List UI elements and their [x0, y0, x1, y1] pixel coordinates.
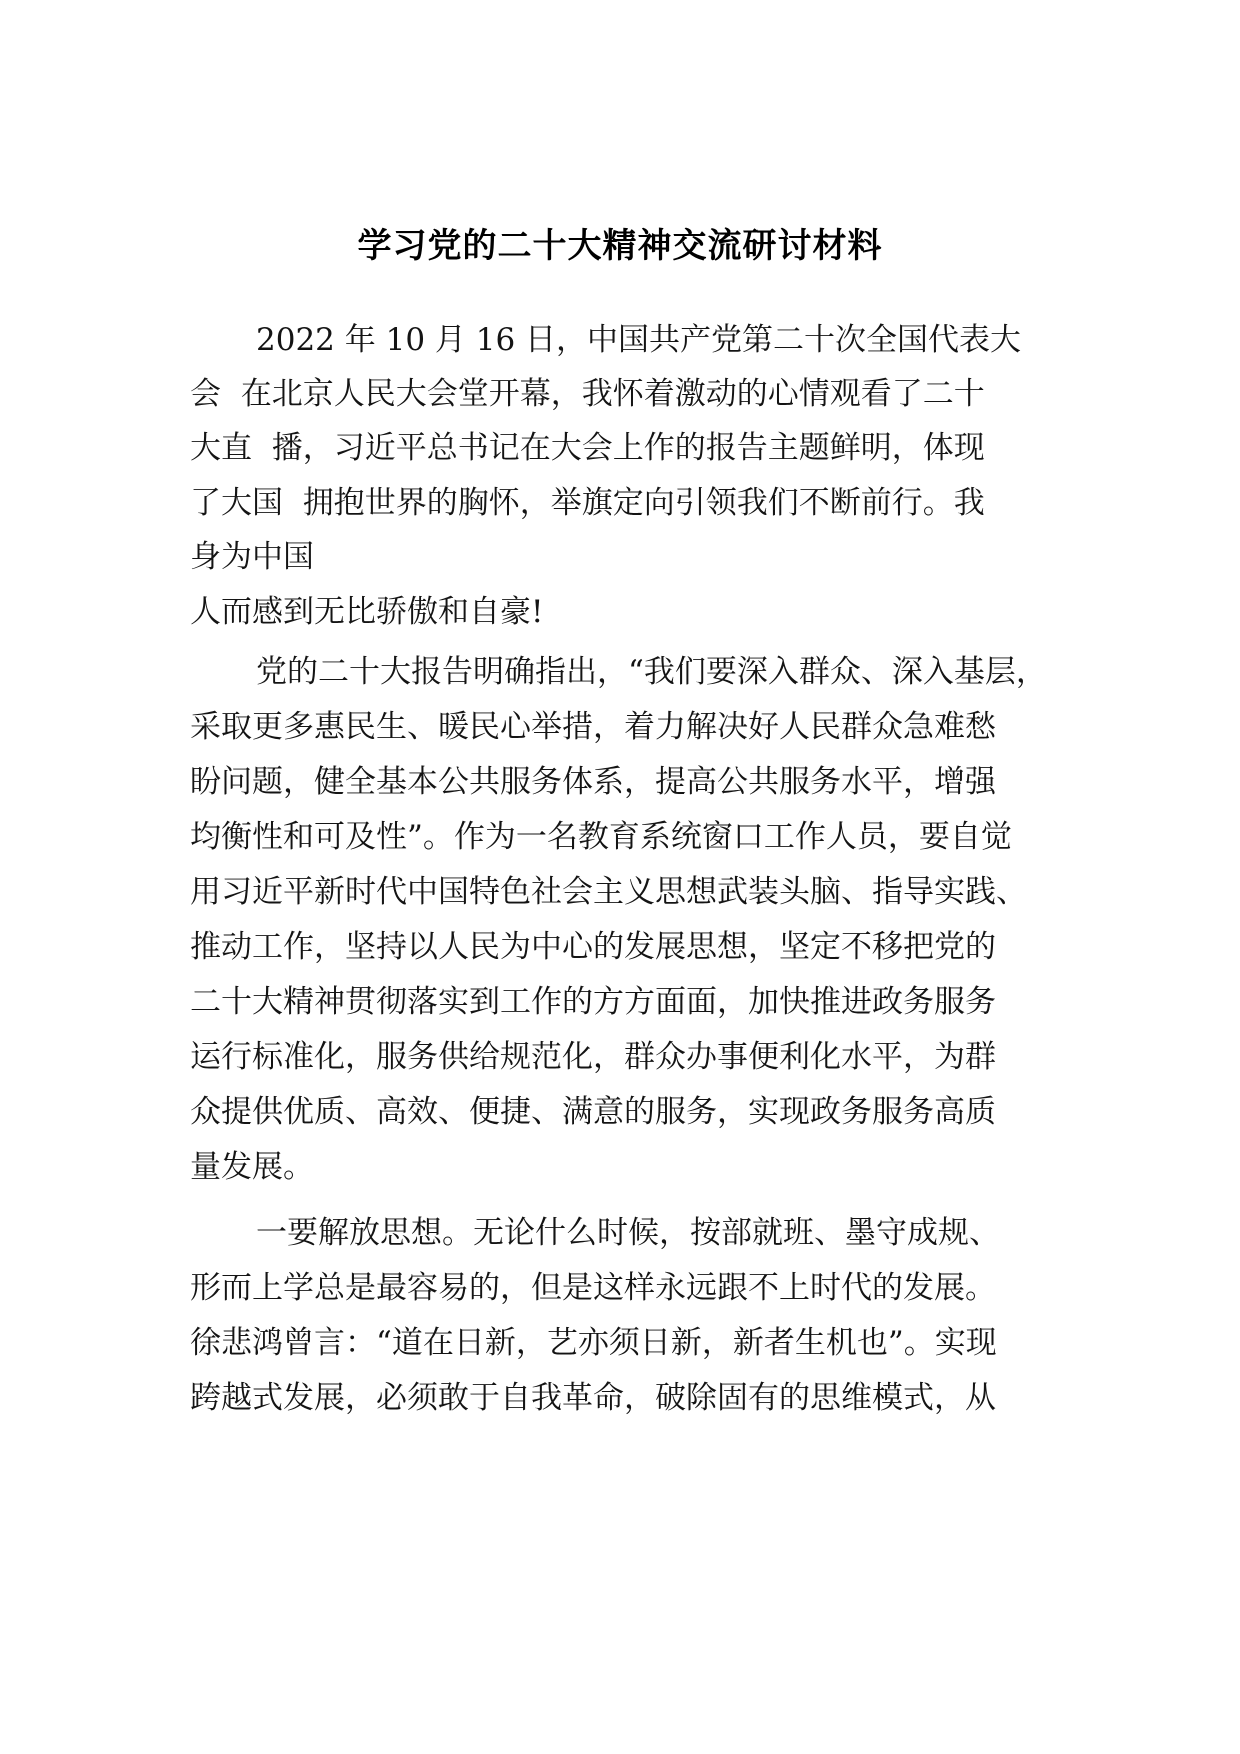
paragraph-line: 采取更多惠民生、暖民心举措，着力解决好人民群众急难愁: [190, 709, 996, 745]
paragraph-line: 用习近平新时代中国特色社会主义思想武装头脑、指导实践、: [190, 874, 1027, 910]
paragraph-line: 二十大精神贯彻落实到工作的方方面面，加快推进政务服务: [190, 984, 996, 1020]
paragraph-line: 大直 播，习近平总书记在大会上作的报告主题鲜明，体现: [190, 430, 985, 466]
paragraph-line: 运行标准化，服务供给规范化，群众办事便利化水平，为群: [190, 1039, 996, 1075]
paragraph-line: 一要解放思想。无论什么时候，按部就班、墨守成规、: [256, 1215, 1000, 1251]
paragraph-line: 党的二十大报告明确指出，“我们要深入群众、深入基层，: [256, 654, 1047, 690]
paragraph-line: 人而感到无比骄傲和自豪!: [190, 594, 544, 630]
paragraph-line: 量发展。: [190, 1149, 314, 1185]
paragraph-line: 形而上学总是最容易的，但是这样永远跟不上时代的发展。: [190, 1270, 996, 1306]
paragraph-line: 身为中国: [190, 539, 314, 575]
paragraph-line: 盼问题，健全基本公共服务体系，提高公共服务水平，增强: [190, 764, 996, 800]
paragraph-line: 徐悲鸿曾言：“道在日新，艺亦须日新，新者生机也”。实现: [190, 1325, 997, 1361]
paragraph-line: 推动工作，坚持以人民为中心的发展思想，坚定不移把党的: [190, 929, 996, 965]
paragraph-line: 跨越式发展，必须敢于自我革命，破除固有的思维模式，从: [190, 1380, 996, 1416]
document-title: 学习党的二十大精神交流研讨材料: [357, 226, 883, 266]
paragraph-line: 了大国 拥抱世界的胸怀，举旗定向引领我们不断前行。我: [190, 485, 985, 521]
paragraph-line: 2022 年 10 月 16 日，中国共产党第二十次全国代表大: [256, 322, 1022, 358]
paragraph-line: 会 在北京人民大会堂开幕，我怀着激动的心情观看了二十: [190, 376, 985, 412]
paragraph-line: 均衡性和可及性”。作为一名教育系统窗口工作人员，要自觉: [190, 819, 1012, 855]
paragraph-line: 众提供优质、高效、便捷、满意的服务，实现政务服务高质: [190, 1094, 996, 1130]
